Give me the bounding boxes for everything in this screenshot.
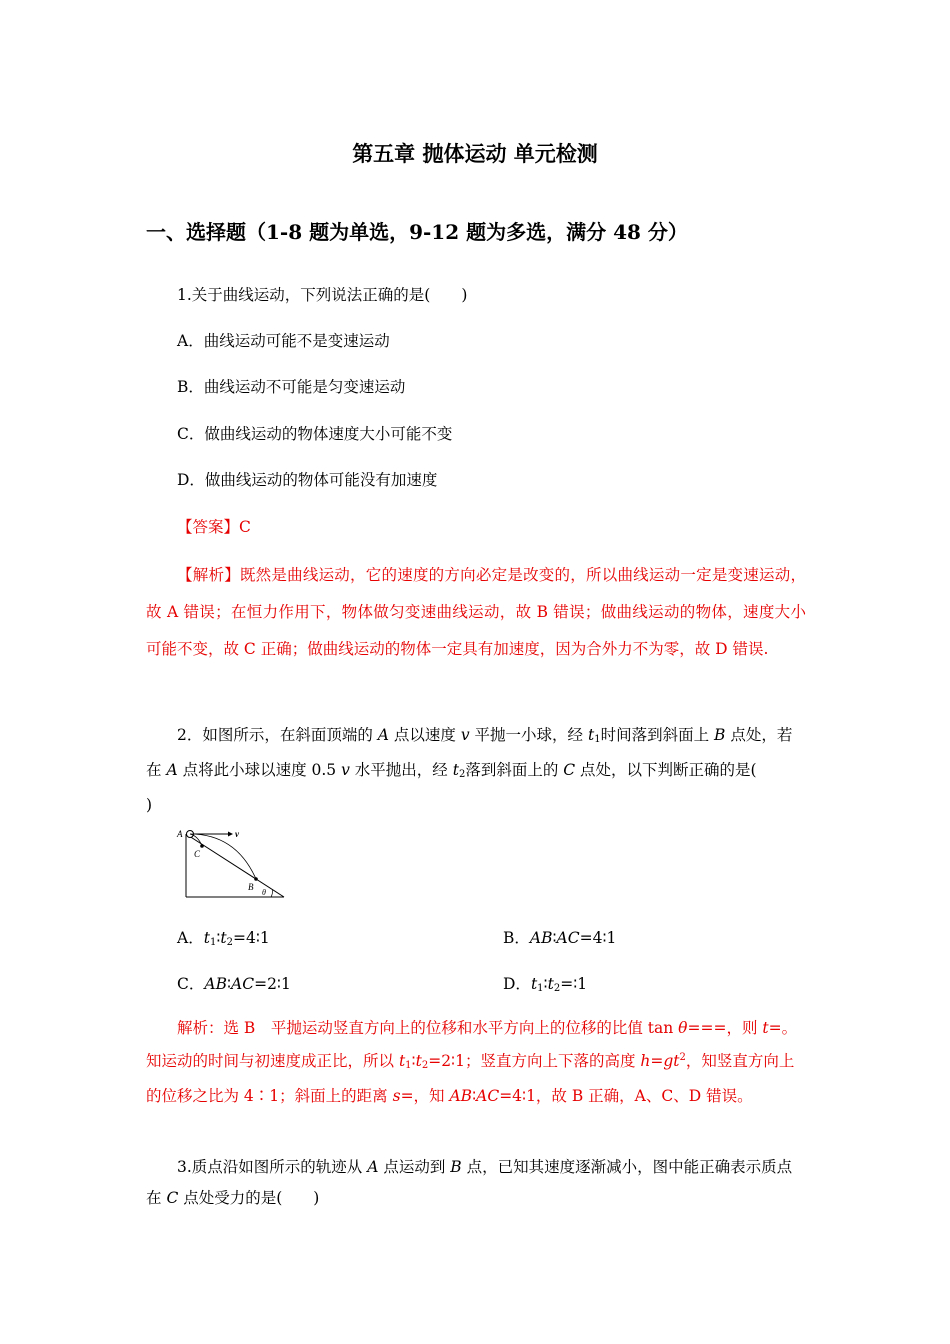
q2-incline-figure	[176, 826, 286, 901]
point-b	[254, 877, 258, 881]
section-heading: 一、选择题（1-8 题为单选，9-12 题为多选，满分 48 分）	[146, 220, 688, 244]
figure-label-theta: θ	[262, 888, 266, 897]
page-title: 第五章 抛体运动 单元检测	[352, 141, 598, 166]
q3-stem: 3.质点沿如图所示的轨迹从 A 点运动到 B 点，已知其速度逐渐减小，图中能正确表示质点在 C 点处受力的是( )	[146, 1158, 793, 1207]
answer-label: 【答案】	[177, 518, 240, 536]
q1-analysis	[146, 557, 806, 668]
arrow-head-icon	[228, 832, 233, 837]
angle-arc	[271, 890, 273, 898]
q1-option-d: D．做曲线运动的物体可能没有加速度	[177, 471, 438, 489]
q2-option-d: D．$t_1∶t_2=∶1$	[503, 975, 588, 994]
q2-stem: 2．如图所示，在斜面顶端的 A 点以速度 v 平抛一小球，经 $t_1$时间落到斜面上 B 点处，若在 A 点将此小球以速度 0.5 v 水平抛出，经 $t_2$落到斜面上的 C 点处，以下判断正确的是( )	[146, 726, 793, 814]
figure-label-v: v	[235, 829, 239, 839]
analysis-text: 既然是曲线运动，它的速度的方向必定是改变的，所以曲线运动一定是变速运动，故 A 错误；在恒力作用下，物体做匀变速曲线运动，故 B 错误；做曲线运动的物体，速度大小可能不变，故 C 正确；做曲线运动的物体一定具有加速度，因为合外力不为零，故 D 错误.	[146, 566, 806, 658]
q2-option-b: B．AB∶AC=4∶1	[503, 929, 617, 947]
q1-option-c: C．做曲线运动的物体速度大小可能不变	[177, 425, 453, 443]
point-c	[200, 844, 204, 848]
analysis-label: 【解析】	[177, 566, 240, 584]
figure-label-a: A	[177, 829, 183, 839]
q1-option-a: A．曲线运动可能不是变速运动	[177, 332, 390, 350]
q1-answer	[177, 517, 251, 538]
answer-value: C	[239, 518, 251, 536]
q2-option-c: C．AB∶AC=2∶1	[177, 975, 291, 993]
q2-analysis: 解析：选 B 平抛运动竖直方向上的位移和水平方向上的位移的比值 tan θ===，则 t=。知运动的时间与初速度成正比，所以 $t_1∶t_2=2∶1$；竖直方向上下落的高度 $h=gt^2$，知竖直方向上的位移之比为 4∶1；斜面上的距离 s=，知 AB∶AC=4∶1，故 B 正确，A、C、D 错误。	[146, 1019, 798, 1105]
q2-option-a: A．$t_1∶t_2=4∶1$	[177, 929, 270, 948]
q1-option-b: B．曲线运动不可能是匀变速运动	[177, 378, 406, 396]
figure-label-c: C	[194, 849, 201, 859]
q1-stem: 1.关于曲线运动，下列说法正确的是( )	[177, 286, 468, 304]
figure-label-b: B	[248, 882, 254, 892]
